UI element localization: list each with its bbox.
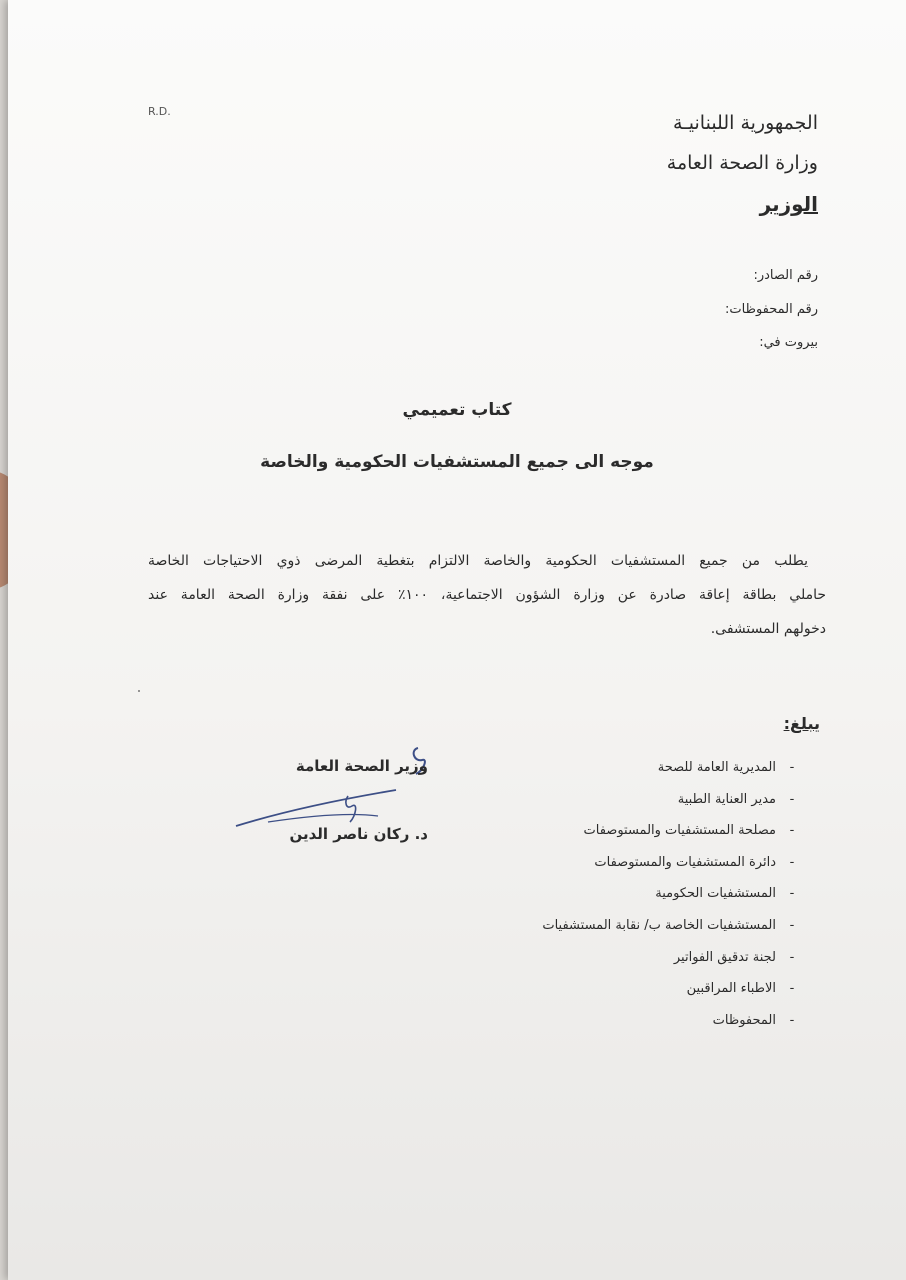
distribution-item-label: المستشفيات الخاصة ب/ نقابة المستشفيات — [542, 917, 776, 933]
distribution-item-label: مدير العناية الطبية — [677, 791, 776, 807]
list-item: - الاطباء المراقبين — [686, 981, 795, 997]
letter-page — [8, 0, 906, 1280]
list-item: - المستشفيات الخاصة ب/ نقابة المستشفيات — [542, 917, 795, 933]
list-item: - مدير العناية الطبية — [677, 791, 795, 807]
body-line-2: حاملي بطاقة إعاقة صادرة عن وزارة الشؤون الاجتماعية، ١٠٠٪ على نفقة وزارة الصحة العامة عند — [148, 587, 826, 603]
distribution-item-label: المديرية العامة للصحة — [657, 760, 776, 775]
circular-body — [148, 544, 826, 646]
distribution-item-label: دائرة المستشفيات والمستوصفات — [594, 854, 776, 870]
header-ministry: وزارة الصحة العامة — [666, 152, 818, 174]
body-line-3: دخولهم المستشفى. — [710, 621, 826, 637]
paper-speck — [138, 690, 140, 692]
date-place-label: بيروت في: — [759, 335, 818, 350]
list-item: - المستشفيات الحكومية — [655, 886, 795, 902]
distribution-item-label: مصلحة المستشفيات والمستوصفات — [583, 823, 776, 839]
distribution-item-label: المستشفيات الحكومية — [655, 886, 776, 902]
header-minister: الوزير — [759, 192, 818, 216]
distribution-title: يبلغ: — [783, 714, 820, 733]
list-item: - لجنة تدقيق الفواتير — [673, 949, 795, 965]
header-republic: الجمهورية اللبنانيـة — [673, 112, 818, 134]
archive-number-label: رقم المحفوظات: — [725, 302, 818, 317]
distribution-list — [388, 760, 808, 1044]
list-item: - دائرة المستشفيات والمستوصفات — [594, 854, 795, 870]
signatory-name: د. ركان ناصر الدين — [289, 825, 428, 843]
circular-subtitle: موجه الى جميع المستشفيات الحكومية والخاصة — [260, 452, 654, 472]
list-item: - المحفوظات — [712, 1012, 795, 1028]
issue-number-label: رقم الصادر: — [753, 268, 818, 283]
body-line-1: يطلب من جميع المستشفيات الحكومية والخاصة الالتزام بتغطية المرضى ذوي الاحتياجات الخاصة — [148, 553, 808, 569]
signatory-title: وزير الصحة العامة — [295, 757, 428, 775]
distribution-item-label: لجنة تدقيق الفواتير — [673, 949, 776, 965]
list-item: - المديرية العامة للصحة — [657, 760, 795, 775]
distribution-item-label: المحفوظات — [712, 1012, 776, 1028]
list-item: - مصلحة المستشفيات والمستوصفات — [583, 823, 795, 839]
reference-code: R.D. — [148, 105, 171, 118]
circular-title: كتاب تعميمي — [402, 400, 512, 420]
distribution-item-label: الاطباء المراقبين — [686, 981, 776, 997]
